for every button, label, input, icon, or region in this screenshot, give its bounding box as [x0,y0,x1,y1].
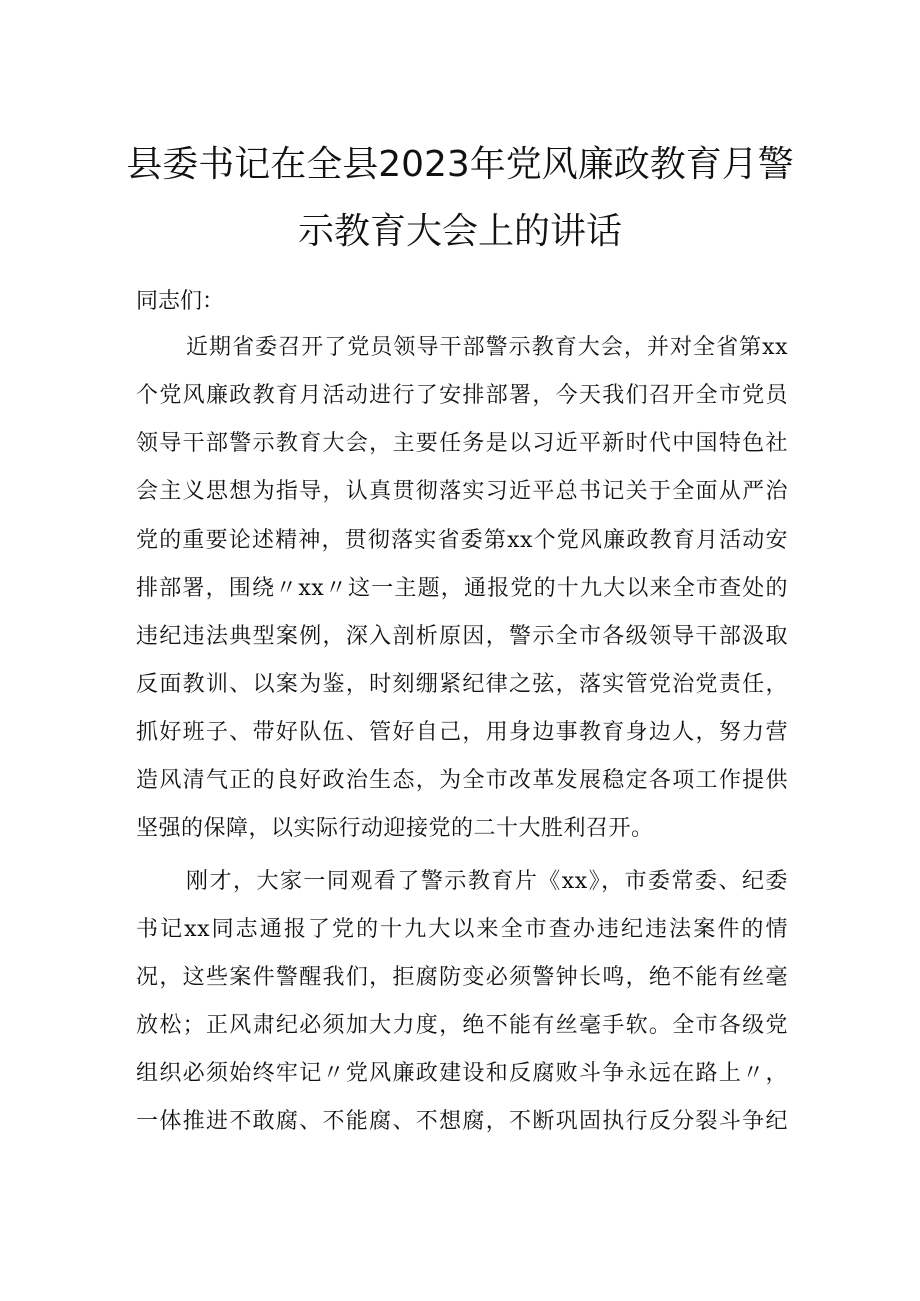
document-title-line-1: 县委书记在全县2023年党风廉政教育月警 [126,144,794,185]
paragraph-2-line-4: 放松；正风肃纪必须加大力度，绝不能有丝毫手软。全市各级党 [136,1013,788,1038]
paragraph-2-line-1: 刚才，大家一同观看了警示教育片《xx》，市委常委、纪委 [186,869,788,894]
paragraph-1-line-10: 造风清气正的良好政治生态，为全市改革发展稳定各项工作提供 [136,768,788,793]
paragraph-1-line-3: 领导干部警示教育大会，主要任务是以习近平新时代中国特色社 [136,431,788,456]
salutation: 同志们： [136,289,225,314]
paragraph-1-line-6: 排部署，围绕〃xx〃这一主题，通报党的十九大以来全市查处的 [136,576,788,601]
paragraph-1-line-8: 反面教训、以案为鉴，时刻绷紧纪律之弦，落实管党治党责任， [136,672,788,697]
paragraph-1-line-2: 个党风廉政教育月活动进行了安排部署，今天我们召开全市党员 [136,383,788,408]
paragraph-2-line-3: 况，这些案件警醒我们，拒腐防变必须警钟长鸣，绝不能有丝毫 [136,965,788,990]
paragraph-1-line-5: 党的重要论述精神，贯彻落实省委第xx个党风廉政教育月活动安 [136,528,788,553]
paragraph-2-line-6: 一体推进不敢腐、不能腐、不想腐，不断巩固执行反分裂斗争纪 [136,1109,788,1134]
paragraph-2-line-5: 组织必须始终牢记〃党风廉政建设和反腐败斗争永远在路上〃， [136,1061,788,1086]
paragraph-2-line-2: 书记xx同志通报了党的十九大以来全市查办违纪违法案件的情 [136,917,788,942]
paragraph-1-line-1: 近期省委召开了党员领导干部警示教育大会，并对全省第xx [186,335,788,360]
document-title-line-2: 示教育大会上的讲话 [297,211,622,252]
paragraph-1-line-9: 抓好班子、带好队伍、管好自己，用身边事教育身边人，努力营 [136,720,788,745]
paragraph-1-line-11: 坚强的保障，以实际行动迎接党的二十大胜利召开。 [136,816,654,841]
paragraph-1-line-4: 会主义思想为指导，认真贯彻落实习近平总书记关于全面从严治 [136,479,788,504]
paragraph-1-line-7: 违纪违法典型案例，深入剖析原因，警示全市各级领导干部汲取 [136,624,788,649]
